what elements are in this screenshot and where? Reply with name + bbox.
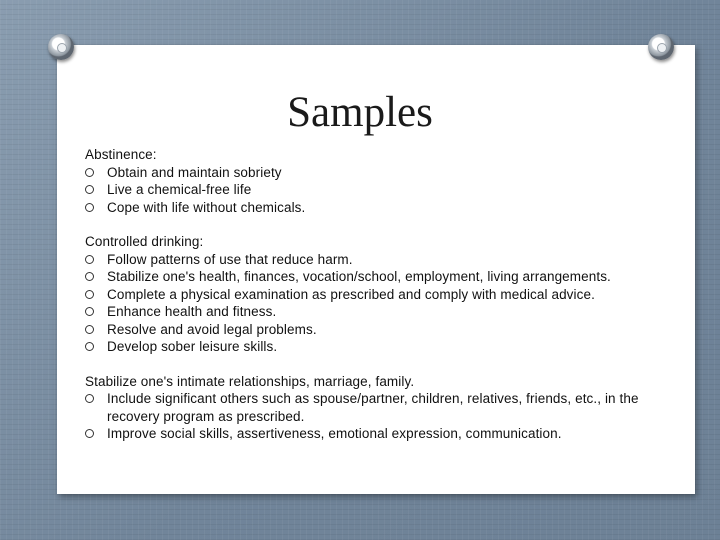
list-item: Stabilize one's health, finances, vocation/school, employment, living arrangements. bbox=[85, 268, 670, 286]
list-item: Complete a physical examination as prescribed and comply with medical advice. bbox=[85, 286, 670, 304]
circle-bullet-icon bbox=[85, 394, 94, 403]
list-item: Follow patterns of use that reduce harm. bbox=[85, 251, 670, 269]
list-item: Live a chemical-free life bbox=[85, 181, 670, 199]
pushpin-icon bbox=[48, 34, 74, 60]
list-item: Obtain and maintain sobriety bbox=[85, 164, 670, 182]
section-abstinence bbox=[85, 146, 670, 216]
pushpin-icon bbox=[648, 34, 674, 60]
section-heading: Stabilize one's intimate relationships, marriage, family. bbox=[85, 373, 415, 389]
list-item: Resolve and avoid legal problems. bbox=[85, 321, 670, 339]
slide-title: Samples bbox=[287, 89, 433, 136]
circle-bullet-icon bbox=[85, 290, 94, 299]
circle-bullet-icon bbox=[85, 272, 94, 281]
circle-bullet-icon bbox=[85, 325, 94, 334]
list-item: Develop sober leisure skills. bbox=[85, 338, 670, 356]
list-item: Include significant others such as spouse/partner, children, relatives, friends, etc., in the recovery program as prescribed. bbox=[85, 390, 670, 425]
circle-bullet-icon bbox=[85, 168, 94, 177]
circle-bullet-icon bbox=[85, 429, 94, 438]
section-controlled-drinking bbox=[85, 233, 670, 356]
list-item: Improve social skills, assertiveness, emotional expression, communication. bbox=[85, 425, 670, 443]
section-heading: Controlled drinking: bbox=[85, 234, 204, 249]
section-relationships bbox=[85, 373, 670, 443]
list-item: Enhance health and fitness. bbox=[85, 303, 670, 321]
circle-bullet-icon bbox=[85, 203, 94, 212]
list-item: Cope with life without chemicals. bbox=[85, 199, 670, 217]
circle-bullet-icon bbox=[85, 342, 94, 351]
circle-bullet-icon bbox=[85, 185, 94, 194]
circle-bullet-icon bbox=[85, 255, 94, 264]
slide-content bbox=[85, 146, 670, 460]
section-heading: Abstinence: bbox=[85, 147, 157, 162]
circle-bullet-icon bbox=[85, 307, 94, 316]
